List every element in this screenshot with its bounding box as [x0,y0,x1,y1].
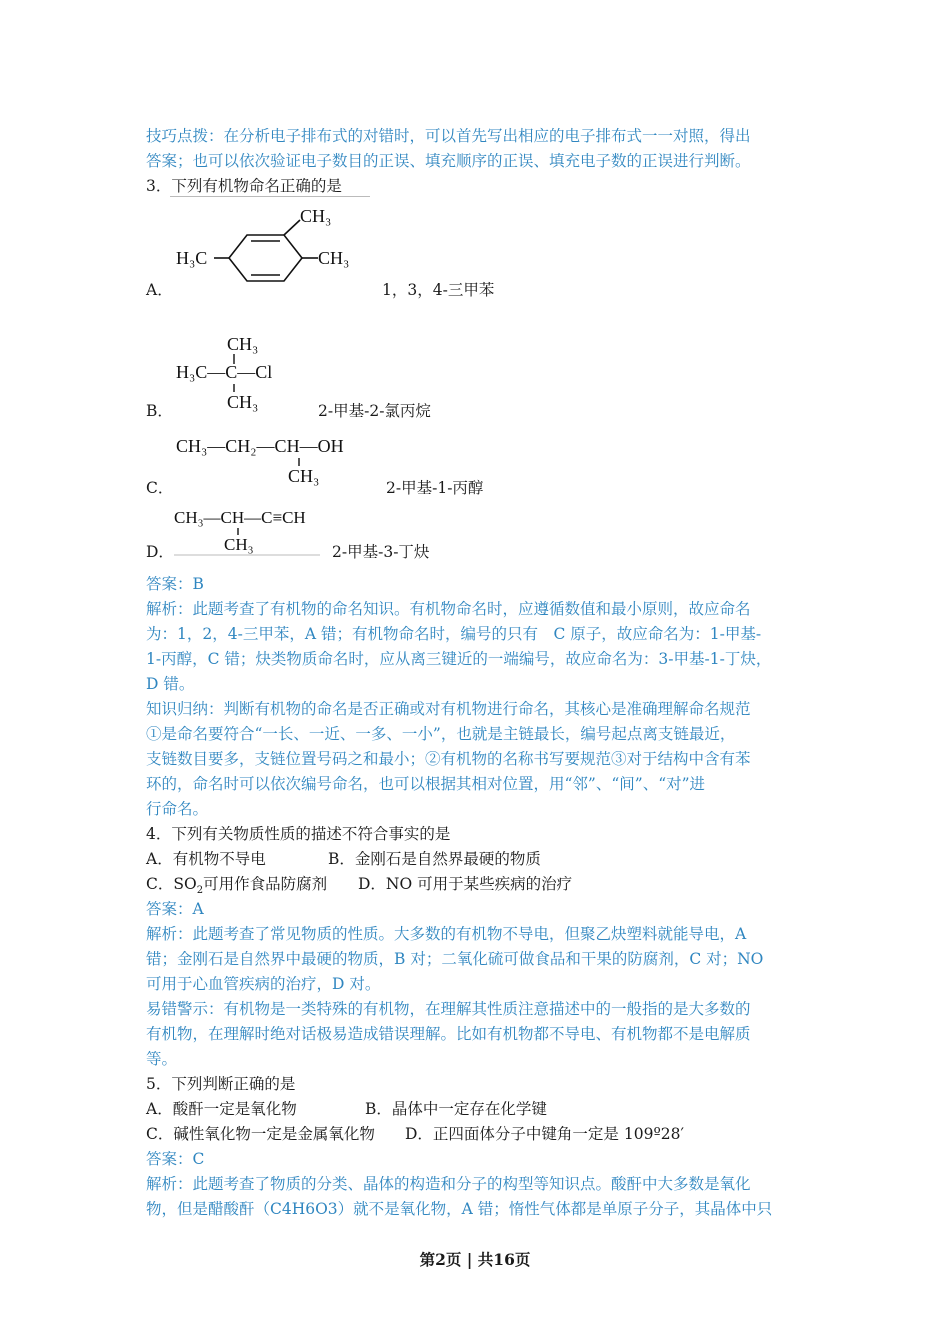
q5-stem: 5．下列判断正确的是 [146,1075,296,1093]
q5-option-a: A．酸酐一定是氧化物 [146,1100,297,1118]
q3-option-d-name: 2-甲基-3-丁炔 [332,543,430,561]
structure-a-benzene-ring [172,200,372,290]
svg-text:CH₃—CH—C≡CH: CH₃—CH—C≡CH [174,508,306,527]
q4-analysis-1: 解析：此题考查了常见物质的性质。大多数的有机物不导电，但聚乙炔塑料就能导电，A [146,925,747,943]
q3-stem: 3．下列有机物命名正确的是 [146,177,342,195]
q4-warning-1: 易错警示：有机物是一类特殊的有机物，在理解其性质注意描述中的一般指的是大多数的 [146,1000,751,1018]
methyl-right: CH₃ [318,248,350,268]
q5-answer: 答案：C [146,1150,205,1168]
divider [170,196,370,197]
q3-option-c-label: C． [146,479,174,497]
tip-line-1: 技巧点拨：在分析电子排布式的对错时，可以首先写出相应的电子排布式一一对照，得出 [146,127,751,145]
svg-text:CH₃—CH₂—CH—OH: CH₃—CH₂—CH—OH [176,436,344,456]
q3-summary-5: 行命名。 [146,800,209,818]
svg-text:CH₃: CH₃ [227,334,259,354]
q3-analysis-4: D 错。 [146,675,195,693]
page-footer: 第2页 | 共16页 [419,1250,531,1269]
q4-option-a: A．有机物不导电 [146,850,266,868]
q4-warning-3: 等。 [146,1050,178,1068]
tip-line-2: 答案；也可以依次验证电子数目的正误、填充顺序的正误、填充电子数的正误进行判断。 [146,152,751,170]
q5-analysis-1: 解析：此题考查了物质的分类、晶体的构造和分子的构型等知识点。酸酐中大多数是氧化 [146,1175,751,1193]
q4-answer: 答案：A [146,900,204,918]
q3-answer: 答案：B [146,575,204,593]
q3-summary-3: 支链数目要多，支链位置号码之和最小；②有机物的名称书写要规范③对于结构中含有苯 [146,750,751,768]
methyl-left: H₃C [176,248,208,268]
q4-warning-2: 有机物，在理解时绝对话极易造成错误理解。比如有机物都不导电、有机物都不是电解质 [146,1025,751,1043]
q5-option-b: B．晶体中一定存在化学键 [365,1100,547,1118]
q3-option-c-name: 2-甲基-1-丙醇 [386,479,484,497]
q3-analysis-1: 解析：此题考查了有机物的命名知识。有机物命名时，应遵循数值和最小原则，故应命名 [146,600,751,618]
svg-text:CH₃: CH₃ [288,466,320,486]
methyl-top: CH₃ [300,206,332,226]
q3-option-b-name: 2-甲基-2-氯丙烷 [318,402,431,420]
svg-text:CH₃: CH₃ [224,535,254,554]
q4-option-d: D．NO 可用于某些疾病的治疗 [358,875,573,893]
q3-option-a-label: A． [146,281,173,299]
structure-c [172,432,372,490]
q4-stem: 4．下列有关物质性质的描述不符合事实的是 [146,825,451,843]
q4-analysis-3: 可用于心血管疾病的治疗，D 对。 [146,975,381,993]
q4-analysis-2: 错；金刚石是自然界中最硬的物质，B 对；二氧化硫可做食品和干果的防腐剂，C 对；NO [146,950,764,968]
svg-text:H₃C—C—Cl: H₃C—C—Cl [176,362,273,382]
structure-b [172,330,292,414]
q3-option-b-label: B． [146,402,173,420]
structure-d [172,505,332,557]
q3-option-a-name: 1，3，4-三甲苯 [382,281,495,299]
q3-option-d-label: D． [146,543,174,561]
q3-summary-2: ①是命名要符合“一长、一近、一多、一小”，也就是主链最长，编号起点离支链最近， [146,725,736,743]
q3-summary-4: 环的，命名时可以依次编号命名，也可以根据其相对位置，用“邻”、“间”、“对”进 [146,775,706,793]
q4-option-b: B．金刚石是自然界最硬的物质 [328,850,541,868]
q5-option-d: D．正四面体分子中键角一定是 109º28′ [405,1125,684,1143]
q5-analysis-2: 物，但是醋酸酐（C4H6O3）就不是氧化物，A 错；惰性气体都是单原子分子，其晶体中只 [146,1200,773,1218]
q3-summary-1: 知识归纳：判断有机物的命名是否正确或对有机物进行命名，其核心是准确理解命名规范 [146,700,751,718]
svg-text:CH₃: CH₃ [227,392,259,412]
q3-analysis-3: 1-丙醇，C 错；炔类物质命名时，应从离三键近的一端编号，故应命名为：3-甲基-1-丁炔， [146,650,772,668]
q3-analysis-2: 为：1，2，4-三甲苯，A 错；有机物命名时，编号的只有 C 原子，故应命名为：1-甲基- [146,625,762,643]
q4-option-c: C．$SO_2$可用作食品防腐剂 [146,875,328,897]
q5-option-c: C．碱性氧化物一定是金属氧化物 [146,1125,375,1143]
